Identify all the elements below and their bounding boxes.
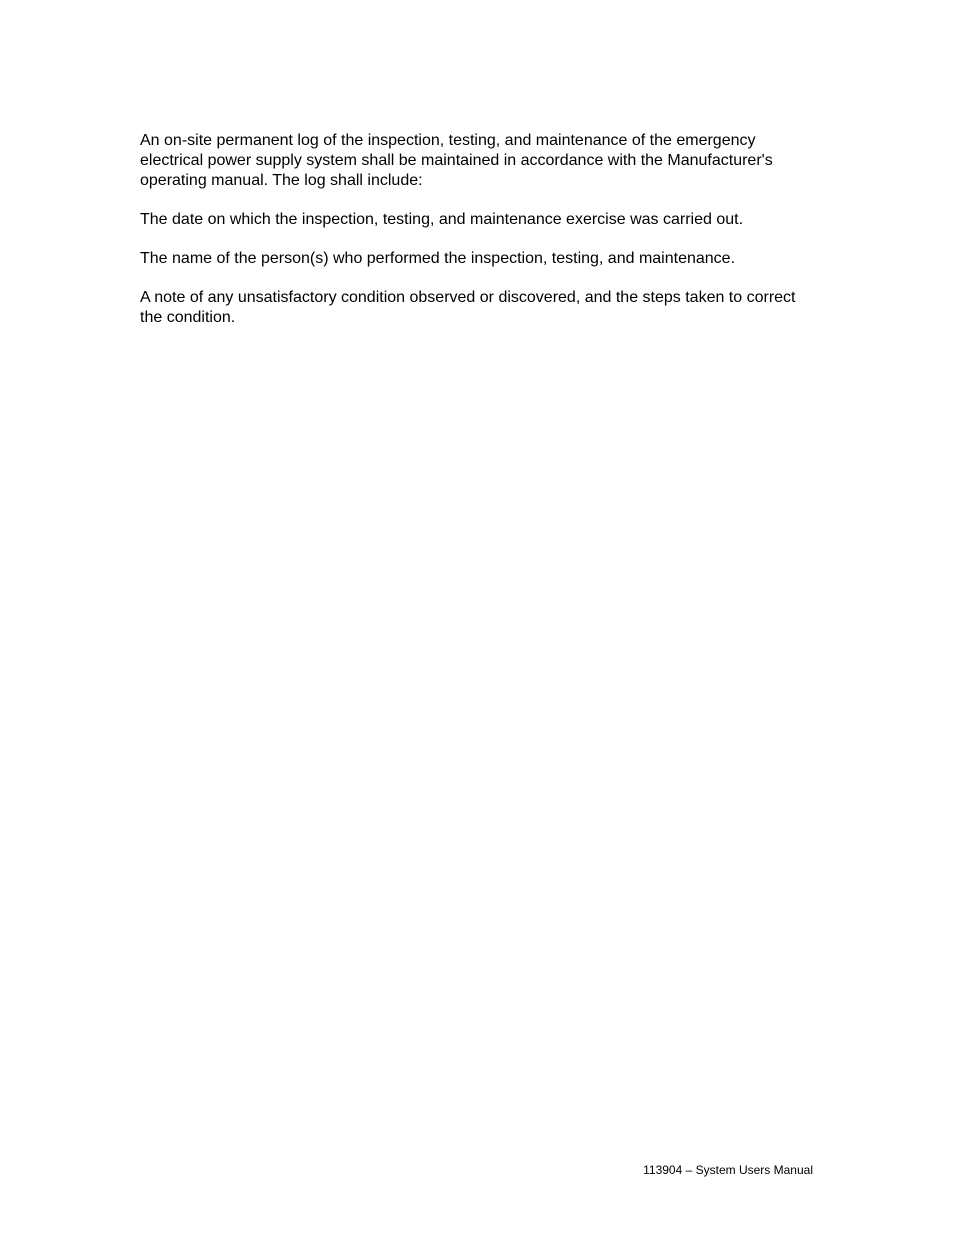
paragraph-person: The name of the person(s) who performed the inspection, testing, and maintenance.	[140, 250, 736, 267]
page-footer: 113904 – System Users Manual	[643, 1163, 813, 1177]
paragraph-log-requirement: An on-site permanent log of the inspection, testing, and maintenance of the emergency electrical power supply system shall be maintained in accordance with the Manufacturer's operating manual. The log shall include:	[140, 132, 773, 189]
paragraph-date: The date on which the inspection, testing, and maintenance exercise was carried out.	[140, 211, 744, 228]
paragraph-unsatisfactory-condition: A note of any unsatisfactory condition observed or discovered, and the steps taken to correct the condition.	[140, 289, 796, 326]
document-body	[140, 131, 820, 347]
